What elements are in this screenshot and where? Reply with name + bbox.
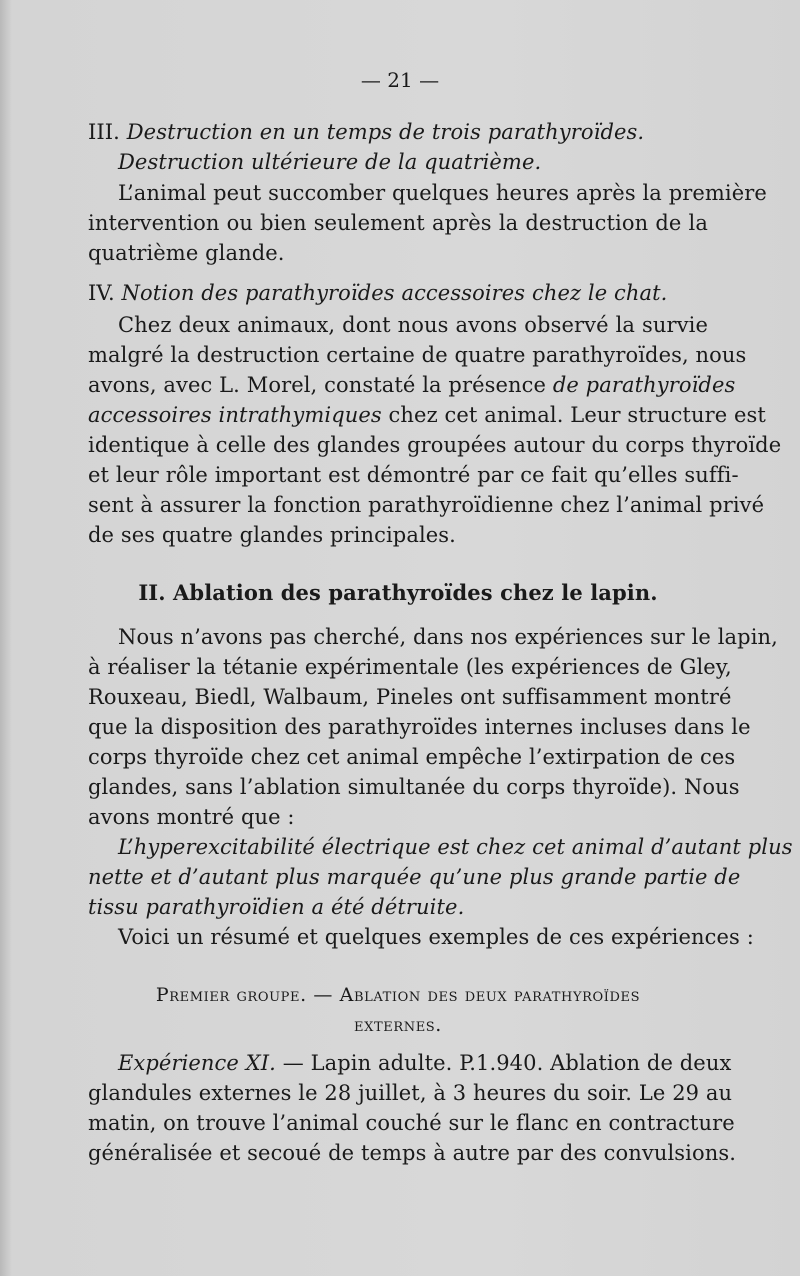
section-II-line-5: corps thyroïde chez cet animal empêche l’extirpation de ces — [88, 745, 736, 769]
group-heading-line-2: externes. — [354, 1014, 442, 1036]
section-III-line-1: L’animal peut succomber quelques heures après la première — [118, 181, 767, 205]
section-II-line-7: avons montré que : — [88, 805, 295, 829]
section-II-italic-line-3: tissu parathyroïdien a été détruite. — [88, 895, 465, 919]
section-II-line-6: glandes, sans l’ablation simultanée du corps thyroïde). Nous — [88, 775, 740, 799]
section-II-line-1: Nous n’avons pas cherché, dans nos expériences sur le lapin, — [118, 625, 778, 649]
section-IV-line-6: et leur rôle important est démontré par ce fait qu’elles suffi- — [88, 463, 739, 487]
section-IV-line-1: Chez deux animaux, dont nous avons observé la survie — [118, 313, 708, 337]
experience-line-4: généralisée et secoué de temps à autre par des convulsions. — [88, 1141, 736, 1165]
section-II-line-4: que la disposition des parathyroïdes internes incluses dans le — [88, 715, 751, 739]
section-IV-line-7: sent à assurer la fonction parathyroïdienne chez l’animal privé — [88, 493, 765, 517]
section-II-italic-line-1: L’hyperexcitabilité électrique est chez cet animal d’autant plus — [118, 835, 793, 859]
section-IV-line-8: de ses quatre glandes principales. — [88, 523, 456, 547]
section-II-title: II. Ablation des parathyroïdes chez le lapin. — [138, 580, 658, 605]
section-II-italic-line-2: nette et d’autant plus marquée qu’une plus grande partie de — [88, 865, 741, 889]
experience-line-2: glandules externes le 28 juillet, à 3 heures du soir. Le 29 au — [88, 1081, 733, 1105]
section-II-line-2: à réaliser la tétanie expérimentale (les expériences de Gley, — [88, 655, 732, 679]
section-IV-line-2: malgré la destruction certaine de quatre parathyroïdes, nous — [88, 343, 747, 367]
section-II-line-3: Rouxeau, Biedl, Walbaum, Pineles ont suffisamment montré — [88, 685, 732, 709]
section-III-line-3: quatrième glande. — [88, 241, 285, 265]
group-heading-line-1: Premier groupe. — Ablation des deux parathyroïdes — [155, 984, 641, 1006]
section-II-summary: Voici un résumé et quelques exemples de ces expériences : — [118, 925, 754, 949]
section-IV-line-3: avons, avec L. Morel, constaté la présence de parathyroïdes — [88, 373, 736, 397]
section-IV-line-4: accessoires intrathymiques chez cet animal. Leur structure est — [88, 403, 766, 427]
section-III-subheading: Destruction ultérieure de la quatrième. — [118, 150, 542, 174]
section-III-heading: III. Destruction en un temps de trois parathyroïdes. — [88, 120, 645, 144]
section-IV-heading: IV. Notion des parathyroïdes accessoires chez le chat. — [88, 281, 668, 305]
section-III-line-2: intervention ou bien seulement après la destruction de la — [88, 211, 708, 235]
page-number: — 21 — — [360, 68, 440, 92]
section-IV-line-5: identique à celle des glandes groupées autour du corps thyroïde — [88, 433, 782, 457]
experience-line-1: Expérience XI. — Lapin adulte. P.1.940. Ablation de deux — [118, 1051, 732, 1075]
experience-line-3: matin, on trouve l’animal couché sur le flanc en contracture — [88, 1111, 735, 1135]
